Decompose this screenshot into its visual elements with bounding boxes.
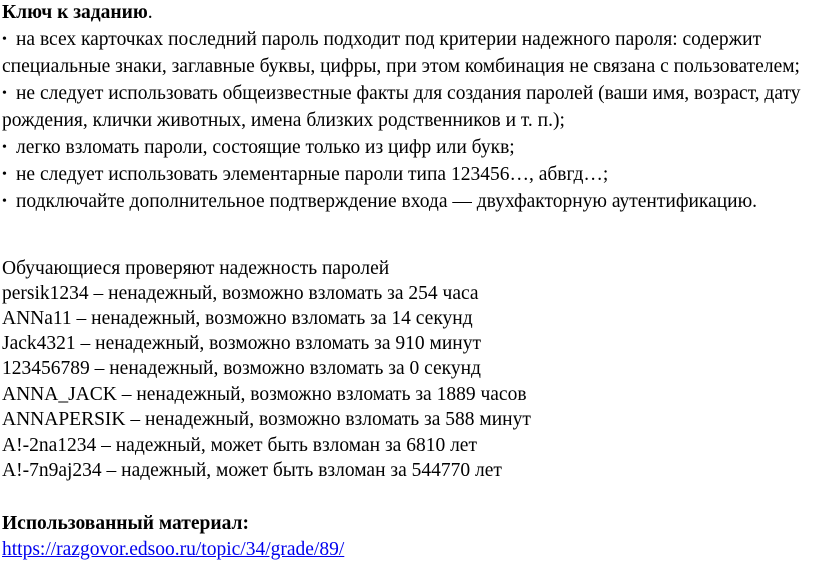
password-result: persik1234 – ненадежный, возможно взломать за 254 часа — [2, 283, 479, 304]
bullet-text: специальные знаки, заглавные буквы, цифры, при этом комбинация не связана с пользователем; — [2, 56, 800, 77]
password-result: A!-7n9aj234 – надежный, может быть взломан за 544770 лет — [2, 460, 502, 481]
bullet-text: на всех карточках последний пароль подходит под критерии надежного пароля: содержит — [16, 29, 762, 50]
bullet-icon: • — [2, 32, 7, 47]
password-result: ANNa11 – ненадежный, возможно взломать за 14 секунд — [2, 308, 473, 329]
check-intro: Обучающиеся проверяют надежность паролей — [2, 258, 390, 279]
bullet-icon: • — [2, 140, 7, 155]
bullet-icon: • — [2, 194, 7, 209]
password-result: Jack4321 – ненадежный, возможно взломать за 910 минут — [2, 333, 481, 354]
bullet-text: легко взломать пароли, состоящие только из цифр или букв; — [16, 137, 515, 158]
key-heading-line — [2, 3, 153, 23]
key-heading: Ключ к заданию — [2, 2, 148, 23]
password-result: ANNAPERSIK – ненадежный, возможно взломать за 588 минут — [2, 409, 531, 430]
bullet-text: не следует использовать элементарные пароли типа 123456…, абвгд…; — [16, 164, 609, 185]
bullet-icon: • — [2, 167, 7, 182]
bullet-item — [2, 192, 757, 212]
bullet-continuation — [2, 111, 565, 131]
bullet-text: подключайте дополнительное подтверждение входа — двухфакторную аутентификацию. — [16, 191, 758, 212]
password-result: A!-2na1234 – надежный, может быть взломан за 6810 лет — [2, 435, 477, 456]
password-result: ANNA_JACK – ненадежный, возможно взломать за 1889 часов — [2, 384, 527, 405]
source-link[interactable]: https://razgovor.edsoo.ru/topic/34/grade/89/ — [2, 539, 345, 560]
key-heading-suffix: . — [147, 2, 153, 23]
bullet-text: рождения, клички животных, имена близких родственников и т. п.); — [2, 110, 565, 131]
bullet-item — [2, 84, 801, 104]
source-heading: Использованный материал: — [2, 513, 249, 534]
bullet-item — [2, 165, 608, 185]
bullet-item — [2, 30, 761, 50]
bullet-item — [2, 138, 515, 158]
bullet-icon: • — [2, 86, 7, 101]
bullet-continuation — [2, 57, 800, 77]
password-result: 123456789 – ненадежный, возможно взломать за 0 секунд — [2, 358, 481, 379]
bullet-text: не следует использовать общеизвестные факты для создания паролей (ваши имя, возраст, дату — [16, 83, 801, 104]
